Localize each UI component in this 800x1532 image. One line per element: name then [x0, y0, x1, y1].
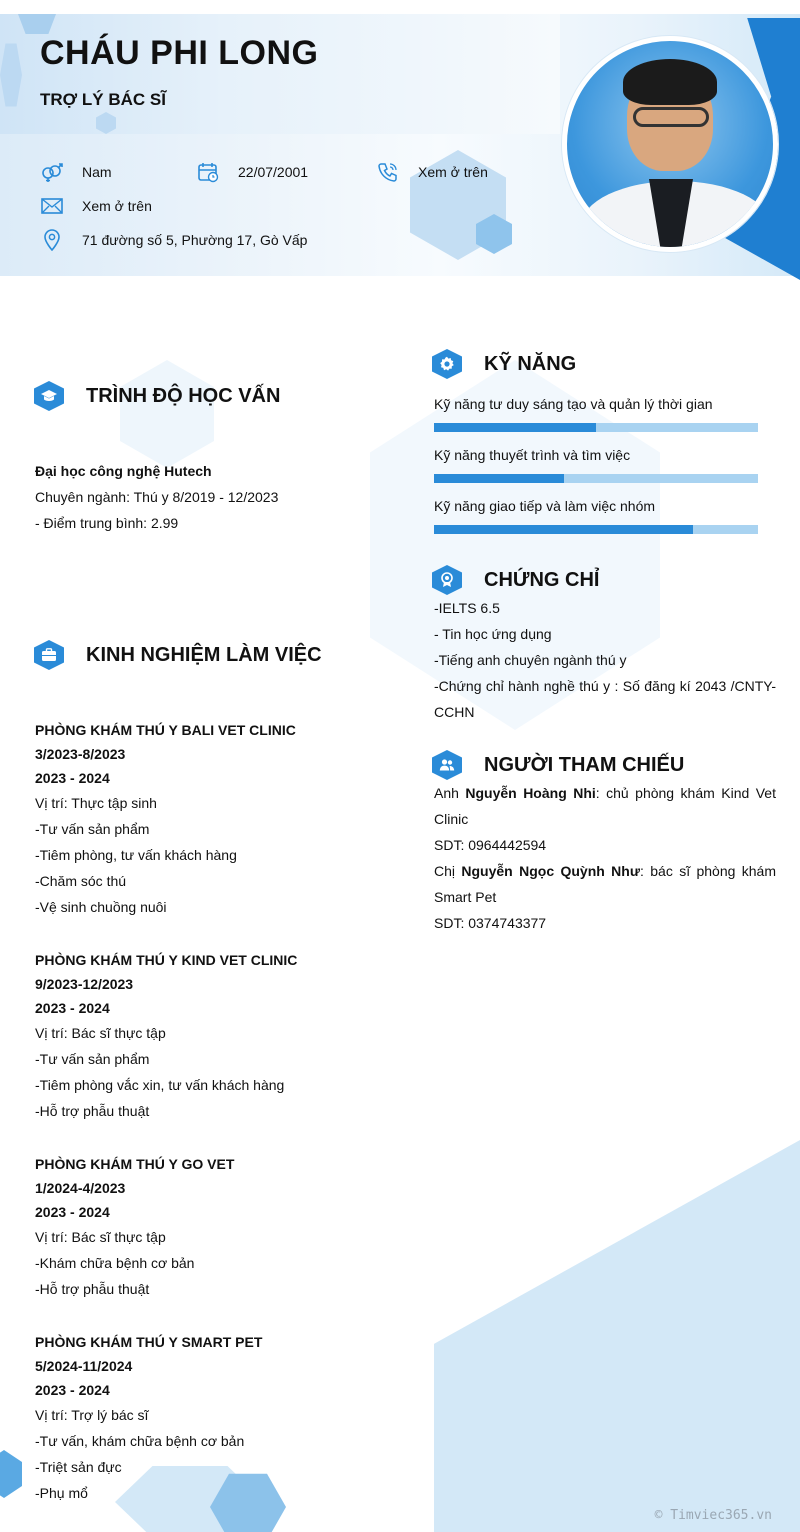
skills-title: KỸ NĂNG — [484, 352, 577, 375]
reference-name: Nguyễn Ngọc Quỳnh Như — [461, 863, 640, 879]
reference-list — [434, 780, 776, 936]
gender-icon — [40, 160, 64, 184]
email-row — [40, 194, 152, 218]
job-line: -Chăm sóc thú — [35, 873, 127, 889]
skill-bar — [434, 525, 758, 534]
certificates-heading — [432, 565, 599, 595]
education-major: Chuyên ngành: Thú y 8/2019 - 12/2023 — [35, 489, 279, 505]
reference-role: : bác sĩ phòng khám Smart Pet — [434, 863, 776, 905]
address-value: 71 đường số 5, Phường 17, Gò Vấp — [82, 232, 308, 248]
job-company: PHÒNG KHÁM THÚ Y BALI VET CLINIC — [35, 722, 296, 738]
skill-label: Kỹ năng giao tiếp và làm việc nhóm — [434, 498, 656, 514]
skill-bar — [434, 474, 758, 483]
avatar — [562, 36, 778, 252]
job-line: -Tư vấn, khám chữa bệnh cơ bản — [35, 1433, 245, 1449]
decor-hexagon — [0, 1450, 22, 1498]
address-row — [40, 228, 307, 252]
job-line: -Hỗ trợ phẫu thuật — [35, 1103, 150, 1119]
skill-bar-fill — [434, 423, 596, 432]
experience-title: KINH NGHIỆM LÀM VIỆC — [86, 643, 322, 666]
email-icon — [40, 194, 64, 218]
bottom-decor — [434, 1140, 800, 1532]
briefcase-icon — [34, 640, 64, 670]
job-company: PHÒNG KHÁM THÚ Y GO VET — [35, 1156, 235, 1172]
certificate-list — [434, 595, 776, 725]
award-icon — [432, 565, 462, 595]
certificate-item: -Chứng chỉ hành nghề thú y : Số đăng kí 2043 /CNTY-CCHN — [434, 678, 776, 720]
skill-bar — [434, 423, 758, 432]
job-entry — [35, 718, 296, 920]
job-line: -Tiêm phòng, tư vấn khách hàng — [35, 847, 237, 863]
reference-name: Nguyễn Hoàng Nhi — [465, 785, 596, 801]
job-line: -Phụ mổ — [35, 1485, 88, 1501]
job-line: -Tư vấn sản phẩm — [35, 821, 150, 837]
job-line: -Hỗ trợ phẫu thuật — [35, 1281, 150, 1297]
reference-item — [434, 780, 776, 832]
reference-phone: SDT: 0964442594 — [434, 837, 547, 853]
job-line: Vị trí: Trợ lý bác sĩ — [35, 1407, 149, 1423]
phone-value: Xem ở trên — [418, 164, 488, 180]
education-heading — [34, 381, 280, 411]
gear-icon — [432, 349, 462, 379]
gender-value: Nam — [82, 164, 112, 180]
job-line: -Tiêm phòng vắc xin, tư vấn khách hàng — [35, 1077, 285, 1093]
skill-bar-fill — [434, 474, 564, 483]
phone-icon — [376, 160, 400, 184]
references-title: NGƯỜI THAM CHIẾU — [484, 753, 685, 776]
skill-bar-fill — [434, 525, 693, 534]
gender-row — [40, 160, 112, 184]
avatar-hair — [623, 59, 717, 105]
avatar-glasses — [633, 107, 709, 127]
education-school: Đại học công nghệ Hutech — [35, 463, 212, 479]
job-years: 2023 - 2024 — [35, 1000, 110, 1016]
reference-prefix: Chị — [434, 863, 462, 879]
phone-row — [376, 160, 488, 184]
location-pin-icon — [40, 228, 64, 252]
certificates-title: CHỨNG CHỈ — [484, 568, 600, 591]
candidate-title: TRỢ LÝ BÁC SĨ — [40, 90, 166, 109]
job-company: PHÒNG KHÁM THÚ Y KIND VET CLINIC — [35, 952, 298, 968]
skills-heading — [432, 349, 576, 379]
education-title: TRÌNH ĐỘ HỌC VẤN — [86, 384, 281, 407]
graduation-cap-icon — [34, 381, 64, 411]
job-line: -Tư vấn sản phẩm — [35, 1051, 150, 1067]
decor-hexagon — [120, 360, 214, 468]
certificate-item: -IELTS 6.5 — [434, 600, 500, 616]
skill-label: Kỹ năng tư duy sáng tạo và quản lý thời gian — [434, 396, 713, 412]
job-line: Vị trí: Bác sĩ thực tập — [35, 1229, 166, 1245]
birthdate-row — [196, 160, 308, 184]
job-years: 2023 - 2024 — [35, 1382, 110, 1398]
job-line: -Triệt sản đực — [35, 1459, 122, 1475]
references-heading — [432, 750, 684, 780]
certificate-item: -Tiếng anh chuyên ngành thú y — [434, 652, 627, 668]
skill-label: Kỹ năng thuyết trình và tìm việc — [434, 447, 631, 463]
job-period: 5/2024-11/2024 — [35, 1358, 133, 1374]
experience-heading — [34, 640, 322, 670]
certificate-item: - Tin học ứng dụng — [434, 626, 552, 642]
job-line: Vị trí: Bác sĩ thực tập — [35, 1025, 166, 1041]
job-period: 1/2024-4/2023 — [35, 1180, 126, 1196]
job-period: 3/2023-8/2023 — [35, 746, 126, 762]
reference-item — [434, 858, 776, 910]
candidate-name: CHÁU PHI LONG — [40, 34, 319, 72]
header-top-band — [0, 14, 560, 134]
job-company: PHÒNG KHÁM THÚ Y SMART PET — [35, 1334, 263, 1350]
reference-role: : chủ phòng khám Kind Vet Clinic — [434, 785, 776, 827]
job-line: -Khám chữa bệnh cơ bản — [35, 1255, 195, 1271]
job-years: 2023 - 2024 — [35, 770, 110, 786]
job-entry — [35, 1330, 262, 1506]
job-line: Vị trí: Thực tập sinh — [35, 795, 157, 811]
job-years: 2023 - 2024 — [35, 1204, 110, 1220]
job-entry — [35, 948, 297, 1124]
job-period: 9/2023-12/2023 — [35, 976, 134, 992]
email-value: Xem ở trên — [82, 198, 152, 214]
footer-watermark: © Timviec365.vn — [654, 1508, 772, 1523]
people-icon — [432, 750, 462, 780]
job-entry — [35, 1152, 234, 1302]
education-gpa: - Điểm trung bình: 2.99 — [35, 515, 179, 531]
education-content — [35, 458, 335, 536]
reference-phone: SDT: 0374743377 — [434, 915, 547, 931]
birthdate-value: 22/07/2001 — [238, 164, 309, 180]
reference-prefix: Anh — [434, 785, 466, 801]
calendar-icon — [196, 160, 220, 184]
job-line: -Vệ sinh chuồng nuôi — [35, 899, 167, 915]
